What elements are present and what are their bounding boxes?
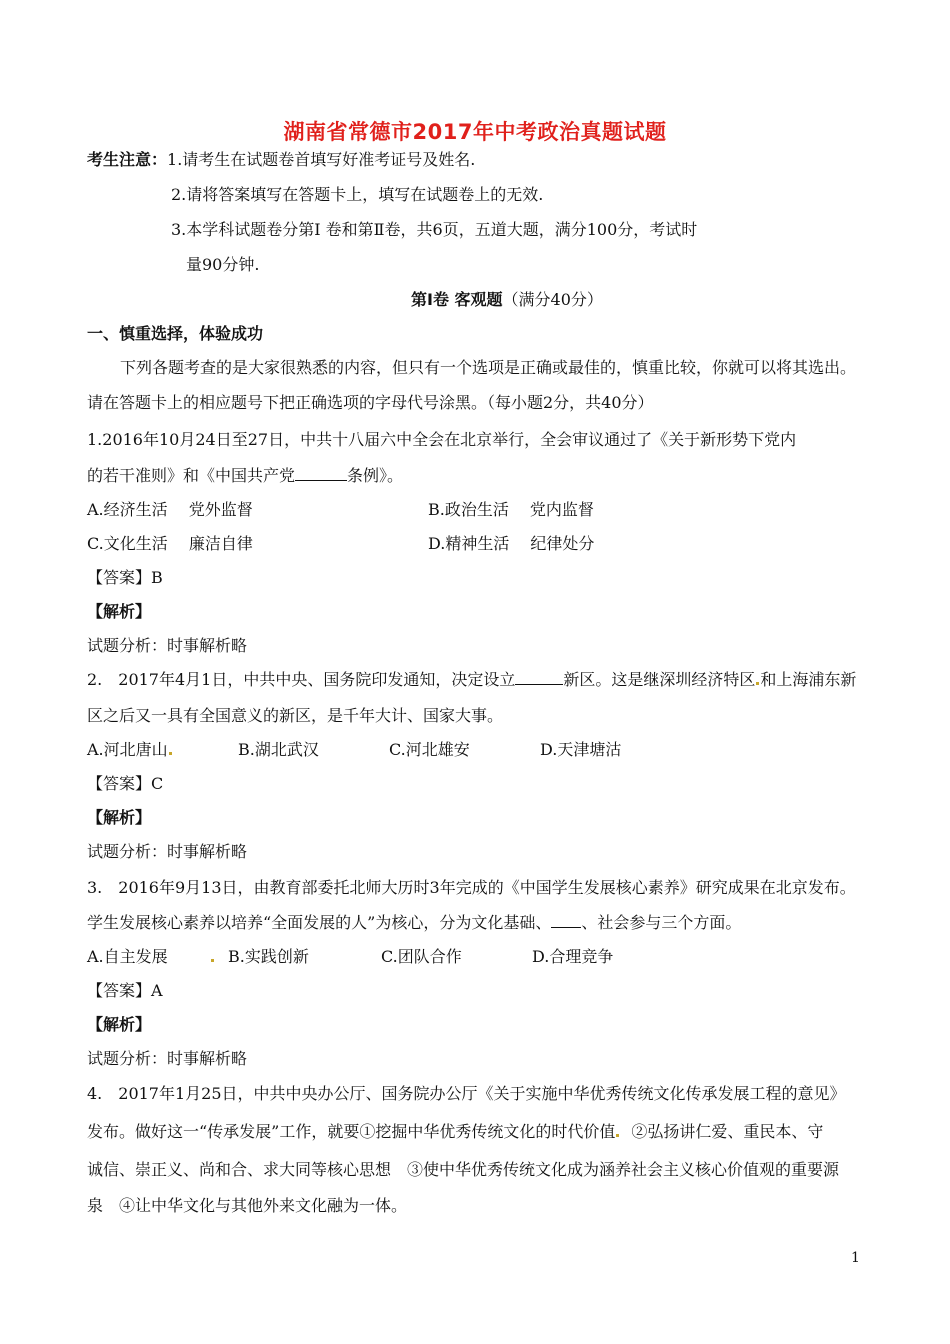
- part-intro: 下列各题考查的是大家很熟悉的内容，但只有一个选项是正确或最佳的，慎重比较，你就可以将其选出。: [120, 358, 857, 377]
- option-c: C.河北雄安: [389, 740, 470, 759]
- answer: 【答案】A: [87, 981, 163, 1000]
- blank: [551, 913, 581, 928]
- blank: [515, 670, 563, 685]
- dot-mark: [756, 682, 759, 685]
- question-2-stem: 2. 2017年4月1日，中共中央、国务院印发通知，决定设立 新区。这是继深圳经济特区 和上海浦东新: [87, 670, 857, 689]
- question-4-stem: 诚信、崇正义、尚和合、求大同等核心思想 ③使中华优秀传统文化成为涵养社会主义核心价值观的重要源: [87, 1160, 840, 1179]
- question-3-stem: 学生发展核心素养以培养“全面发展的人”为核心，分为文化基础、 、社会参与三个方面。: [87, 913, 742, 932]
- option-d: D.天津塘沽: [540, 740, 622, 759]
- option-c: C.团队合作: [381, 947, 462, 966]
- notice-item: 1.请考生在试题卷首填写好准考证号及姓名.: [167, 150, 476, 169]
- answer: 【答案】B: [87, 568, 163, 587]
- analysis-text: 试题分析：时事解析略: [87, 636, 248, 655]
- option-a: A.河北唐山: [87, 740, 173, 760]
- dot-mark: [169, 752, 172, 755]
- option-b: B.实践创新: [210, 947, 309, 967]
- dot-mark: [211, 959, 214, 962]
- question-1-stem: 的若干准则》和《中国共产党 条例》。: [87, 466, 404, 485]
- option-a: A.经济生活 党外监督: [87, 500, 253, 519]
- option-d: D.精神生活 纪律处分: [428, 534, 595, 553]
- analysis-text: 试题分析：时事解析略: [87, 1049, 248, 1068]
- notice-line-1: [87, 150, 475, 170]
- page-number: 1: [851, 1250, 860, 1266]
- analysis-label: 【解析】: [87, 602, 152, 621]
- part-heading: 一、慎重选择，体验成功: [87, 324, 264, 343]
- notice-item: 2.请将答案填写在答题卡上，填写在试题卷上的无效.: [171, 185, 544, 204]
- page-title: 湖南省常德市2017年中考政治真题试题: [283, 120, 667, 144]
- question-1-stem: 1.2016年10月24日至27日，中共十八届六中全会在北京举行，全会审议通过了《关于新形势下党内: [87, 430, 797, 449]
- option-b: B.政治生活 党内监督: [428, 500, 594, 519]
- question-4-stem: 泉 ④让中华文化与其他外来文化融为一体。: [87, 1196, 408, 1215]
- answer: 【答案】C: [87, 774, 164, 793]
- analysis-label: 【解析】: [87, 808, 152, 827]
- question-2-stem: 区之后又一具有全国意义的新区，是千年大计、国家大事。: [87, 706, 504, 725]
- notice-item: 3.本学科试题卷分第Ⅰ 卷和第Ⅱ卷，共6页，五道大题，满分100分，考试时: [171, 220, 698, 239]
- option-c: C.文化生活 廉洁自律: [87, 534, 253, 553]
- blank: [295, 466, 347, 481]
- question-4-stem: 发布。做好这一“传承发展”工作，就要①挖掘中华优秀传统文化的时代价值 ②弘扬讲仁爱、重民本、守: [87, 1122, 824, 1141]
- question-3-stem: 3. 2016年9月13日，由教育部委托北师大历时3年完成的《中国学生发展核心素养》研究成果在北京发布。: [87, 878, 856, 897]
- option-b: B.湖北武汉: [238, 740, 319, 759]
- notice-item: 量90分钟.: [186, 255, 260, 274]
- option-d: D.合理竞争: [532, 947, 614, 966]
- analysis-text: 试题分析：时事解析略: [87, 842, 248, 861]
- analysis-label: 【解析】: [87, 1015, 152, 1034]
- section-header: 第Ⅰ卷 客观题（满分40分）: [411, 290, 603, 309]
- part-intro: 请在答题卡上的相应题号下把正确选项的字母代号涂黑。（每小题2分，共40分）: [87, 393, 654, 412]
- question-4-stem: 4. 2017年1月25日，中共中央办公厅、国务院办公厅《关于实施中华优秀传统文化传承发展工程的意见》: [87, 1084, 846, 1103]
- notice-label: 考生注意：: [87, 150, 168, 169]
- option-a: A.自主发展: [87, 947, 168, 966]
- dot-mark: [616, 1134, 619, 1137]
